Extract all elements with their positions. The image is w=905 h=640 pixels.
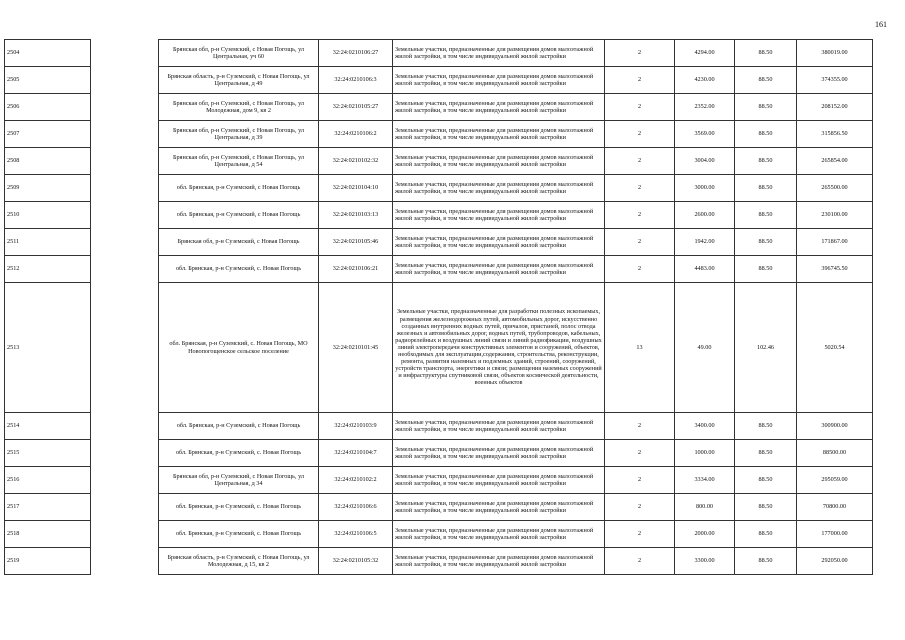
land-use-cell: Земельные участки, предназначенные для размещения домов малоэтажной жилой застройки, в том числе индивидуальной жилой застройки [393, 229, 605, 256]
spacer-cell [91, 229, 159, 256]
cadastral-value-cell: 265500.00 [797, 175, 873, 202]
cadastral-number-cell: 32:24:0210106:2 [319, 121, 393, 148]
row-number-cell: 2519 [5, 548, 91, 575]
spacer-cell [91, 413, 159, 440]
land-use-cell: Земельные участки, предназначенные для размещения домов малоэтажной жилой застройки, в том числе индивидуальной жилой застройки [393, 548, 605, 575]
specific-value-cell: 88.50 [735, 256, 797, 283]
cadastral-number-cell: 32:24:0210106:3 [319, 67, 393, 94]
spacer-cell [91, 67, 159, 94]
land-use-cell: Земельные участки, предназначенные для размещения домов малоэтажной жилой застройки, в том числе индивидуальной жилой застройки [393, 413, 605, 440]
specific-value-cell: 88.50 [735, 521, 797, 548]
category-code-cell: 2 [605, 256, 675, 283]
category-code-cell: 2 [605, 440, 675, 467]
table-row [5, 202, 873, 229]
area-cell: 2352.00 [675, 94, 735, 121]
area-cell: 3334.00 [675, 467, 735, 494]
address-cell: Брянская обл, р-н Суземский, с Новая Погощь, ул Центральная, д 34 [159, 467, 319, 494]
spacer-cell [91, 494, 159, 521]
address-cell: Брянская обл, р-н Суземский, с Новая Погощь, ул Центральная, д 39 [159, 121, 319, 148]
address-cell: обл. Брянская, р-н Суземский, с. Новая Погощь [159, 494, 319, 521]
spacer-cell [91, 40, 159, 67]
address-cell: Брянская обл, р-н Суземский, с Новая Погощь, ул Центральная, д 54 [159, 148, 319, 175]
category-code-cell: 2 [605, 67, 675, 94]
address-cell: Брянская обл, р-н Суземский, с Новая Погощь, ул Молодежная, дом 9, кв 2 [159, 94, 319, 121]
table-row [5, 256, 873, 283]
land-registry-table [4, 39, 873, 575]
category-code-cell: 2 [605, 94, 675, 121]
area-cell: 49.00 [675, 283, 735, 413]
spacer-cell [91, 202, 159, 229]
cadastral-value-cell: 265854.00 [797, 148, 873, 175]
cadastral-number-cell: 32:24:0210106:21 [319, 256, 393, 283]
spacer-cell [91, 440, 159, 467]
row-number-cell: 2518 [5, 521, 91, 548]
cadastral-number-cell: 32:24:0210102:32 [319, 148, 393, 175]
area-cell: 3004.00 [675, 148, 735, 175]
specific-value-cell: 88.50 [735, 494, 797, 521]
cadastral-value-cell: 300900.00 [797, 413, 873, 440]
spacer-cell [91, 467, 159, 494]
row-number-cell: 2516 [5, 467, 91, 494]
specific-value-cell: 102.46 [735, 283, 797, 413]
table-row [5, 521, 873, 548]
land-use-cell: Земельные участки, предназначенные для размещения домов малоэтажной жилой застройки, в том числе индивидуальной жилой застройки [393, 256, 605, 283]
cadastral-number-cell: 32:24:0210104:10 [319, 175, 393, 202]
table-row [5, 40, 873, 67]
area-cell: 1000.00 [675, 440, 735, 467]
row-number-cell: 2505 [5, 67, 91, 94]
spacer-cell [91, 283, 159, 413]
area-cell: 1942.00 [675, 229, 735, 256]
address-cell: Брянская область, р-н Суземский, с Новая Погощь, ул Молодежная, д 15, кв 2 [159, 548, 319, 575]
category-code-cell: 2 [605, 494, 675, 521]
area-cell: 3300.00 [675, 548, 735, 575]
specific-value-cell: 88.50 [735, 548, 797, 575]
row-number-cell: 2511 [5, 229, 91, 256]
cadastral-number-cell: 32:24:0210101:45 [319, 283, 393, 413]
specific-value-cell: 88.50 [735, 440, 797, 467]
area-cell: 4294.00 [675, 40, 735, 67]
land-use-cell: Земельные участки, предназначенные для размещения домов малоэтажной жилой застройки, в том числе индивидуальной жилой застройки [393, 202, 605, 229]
specific-value-cell: 88.50 [735, 413, 797, 440]
row-number-cell: 2510 [5, 202, 91, 229]
land-use-cell: Земельные участки, предназначенные для размещения домов малоэтажной жилой застройки, в том числе индивидуальной жилой застройки [393, 494, 605, 521]
cadastral-value-cell: 374355.00 [797, 67, 873, 94]
cadastral-value-cell: 70800.00 [797, 494, 873, 521]
land-use-cell: Земельные участки, предназначенные для разработки полезных ископаемых, размещения железнодорожных путей, автомобильных дорог, искусственно созданных внутренних водных путей, причалов, пристаней, полос отвода железных и автомобильных дорог, водных путей, трубопроводов, кабельных, радиорелейных и воздушных линий связи и линий радиофикации, воздушных линий электропередачи конструктивных элементов и сооружений, объектов, необходимых для эксплуатации,содержания, строительства, реконструкции, ремонта, развития наземных и подземных зданий, строений, сооружений, устройств транспорта, энергетики и связи; размещения наземных сооружений и инфраструктуры спутниковой связи, объектов космической деятельности, военных объектов [393, 283, 605, 413]
cadastral-value-cell: 208152.00 [797, 94, 873, 121]
row-number-cell: 2517 [5, 494, 91, 521]
category-code-cell: 2 [605, 121, 675, 148]
table-row [5, 467, 873, 494]
cadastral-value-cell: 396745.50 [797, 256, 873, 283]
row-number-cell: 2507 [5, 121, 91, 148]
row-number-cell: 2509 [5, 175, 91, 202]
cadastral-value-cell: 315856.50 [797, 121, 873, 148]
address-cell: обл. Брянская, р-н Суземский, с. Новая Погощь [159, 440, 319, 467]
table-row [5, 548, 873, 575]
cadastral-value-cell: 295059.00 [797, 467, 873, 494]
land-use-cell: Земельные участки, предназначенные для размещения домов малоэтажной жилой застройки, в том числе индивидуальной жилой застройки [393, 175, 605, 202]
category-code-cell: 2 [605, 175, 675, 202]
cadastral-number-cell: 32:24:0210105:32 [319, 548, 393, 575]
land-use-cell: Земельные участки, предназначенные для размещения домов малоэтажной жилой застройки, в том числе индивидуальной жилой застройки [393, 40, 605, 67]
cadastral-number-cell: 32:24:0210102:2 [319, 467, 393, 494]
area-cell: 3569.00 [675, 121, 735, 148]
row-number-cell: 2506 [5, 94, 91, 121]
cadastral-number-cell: 32:24:0210105:27 [319, 94, 393, 121]
land-use-cell: Земельные участки, предназначенные для размещения домов малоэтажной жилой застройки, в том числе индивидуальной жилой застройки [393, 467, 605, 494]
land-use-cell: Земельные участки, предназначенные для размещения домов малоэтажной жилой застройки, в том числе индивидуальной жилой застройки [393, 67, 605, 94]
cadastral-number-cell: 32:24:0210103:9 [319, 413, 393, 440]
cadastral-value-cell: 5020.54 [797, 283, 873, 413]
row-number-cell: 2508 [5, 148, 91, 175]
cadastral-value-cell: 88500.00 [797, 440, 873, 467]
spacer-cell [91, 521, 159, 548]
category-code-cell: 13 [605, 283, 675, 413]
table-row [5, 283, 873, 413]
specific-value-cell: 88.50 [735, 67, 797, 94]
address-cell: обл. Брянская, р-н Суземский, с. Новая Погощь, МО Новопогощенское сельское поселение [159, 283, 319, 413]
address-cell: обл. Брянская, р-н Суземский, с Новая Погощь [159, 202, 319, 229]
specific-value-cell: 88.50 [735, 94, 797, 121]
specific-value-cell: 88.50 [735, 202, 797, 229]
category-code-cell: 2 [605, 521, 675, 548]
registry-body [5, 40, 873, 575]
table-row [5, 440, 873, 467]
address-cell: обл. Брянская, р-н Суземский, с Новая Погощь [159, 413, 319, 440]
area-cell: 800.00 [675, 494, 735, 521]
category-code-cell: 2 [605, 148, 675, 175]
specific-value-cell: 88.50 [735, 467, 797, 494]
category-code-cell: 2 [605, 229, 675, 256]
spacer-cell [91, 175, 159, 202]
row-number-cell: 2512 [5, 256, 91, 283]
table-row [5, 413, 873, 440]
land-use-cell: Земельные участки, предназначенные для размещения домов малоэтажной жилой застройки, в том числе индивидуальной жилой застройки [393, 121, 605, 148]
address-cell: обл. Брянская, р-н Суземский, с. Новая Погощь [159, 521, 319, 548]
spacer-cell [91, 548, 159, 575]
spacer-cell [91, 256, 159, 283]
specific-value-cell: 88.50 [735, 121, 797, 148]
cadastral-number-cell: 32:24:0210106:5 [319, 521, 393, 548]
spacer-cell [91, 94, 159, 121]
specific-value-cell: 88.50 [735, 40, 797, 67]
cadastral-value-cell: 177000.00 [797, 521, 873, 548]
table-row [5, 175, 873, 202]
cadastral-number-cell: 32:24:0210104:7 [319, 440, 393, 467]
table-row [5, 494, 873, 521]
row-number-cell: 2515 [5, 440, 91, 467]
area-cell: 2600.00 [675, 202, 735, 229]
cadastral-value-cell: 171867.00 [797, 229, 873, 256]
table-row [5, 94, 873, 121]
table-row [5, 148, 873, 175]
land-use-cell: Земельные участки, предназначенные для размещения домов малоэтажной жилой застройки, в том числе индивидуальной жилой застройки [393, 94, 605, 121]
cadastral-value-cell: 292050.00 [797, 548, 873, 575]
address-cell: обл. Брянская, р-н Суземский, с Новая Погощь [159, 175, 319, 202]
specific-value-cell: 88.50 [735, 229, 797, 256]
spacer-cell [91, 148, 159, 175]
land-use-cell: Земельные участки, предназначенные для размещения домов малоэтажной жилой застройки, в том числе индивидуальной жилой застройки [393, 148, 605, 175]
table-row [5, 67, 873, 94]
address-cell: Брянская область, р-н Суземский, с Новая Погощь, ул Центральная, д 49 [159, 67, 319, 94]
address-cell: Брянская обл, р-н Суземский, с Новая Погощь, ул Центральная, уч 60 [159, 40, 319, 67]
category-code-cell: 2 [605, 40, 675, 67]
cadastral-value-cell: 230100.00 [797, 202, 873, 229]
row-number-cell: 2504 [5, 40, 91, 67]
area-cell: 3400.00 [675, 413, 735, 440]
cadastral-number-cell: 32:24:0210106:6 [319, 494, 393, 521]
category-code-cell: 2 [605, 202, 675, 229]
page-number: 161 [875, 20, 887, 29]
area-cell: 3000.00 [675, 175, 735, 202]
table-row [5, 121, 873, 148]
address-cell: обл. Брянская, р-н Суземский, с. Новая Погощь [159, 256, 319, 283]
category-code-cell: 2 [605, 467, 675, 494]
spacer-cell [91, 121, 159, 148]
category-code-cell: 2 [605, 548, 675, 575]
cadastral-number-cell: 32:24:0210103:13 [319, 202, 393, 229]
specific-value-cell: 88.50 [735, 148, 797, 175]
cadastral-number-cell: 32:24:0210105:46 [319, 229, 393, 256]
land-use-cell: Земельные участки, предназначенные для размещения домов малоэтажной жилой застройки, в том числе индивидуальной жилой застройки [393, 440, 605, 467]
land-use-cell: Земельные участки, предназначенные для размещения домов малоэтажной жилой застройки, в том числе индивидуальной жилой застройки [393, 521, 605, 548]
area-cell: 2000.00 [675, 521, 735, 548]
row-number-cell: 2514 [5, 413, 91, 440]
area-cell: 4483.00 [675, 256, 735, 283]
category-code-cell: 2 [605, 413, 675, 440]
specific-value-cell: 88.50 [735, 175, 797, 202]
area-cell: 4230.00 [675, 67, 735, 94]
table-row [5, 229, 873, 256]
row-number-cell: 2513 [5, 283, 91, 413]
cadastral-number-cell: 32:24:0210106:27 [319, 40, 393, 67]
address-cell: Брянская обл, р-н Суземский, с Новая Погощь [159, 229, 319, 256]
cadastral-value-cell: 380019.00 [797, 40, 873, 67]
